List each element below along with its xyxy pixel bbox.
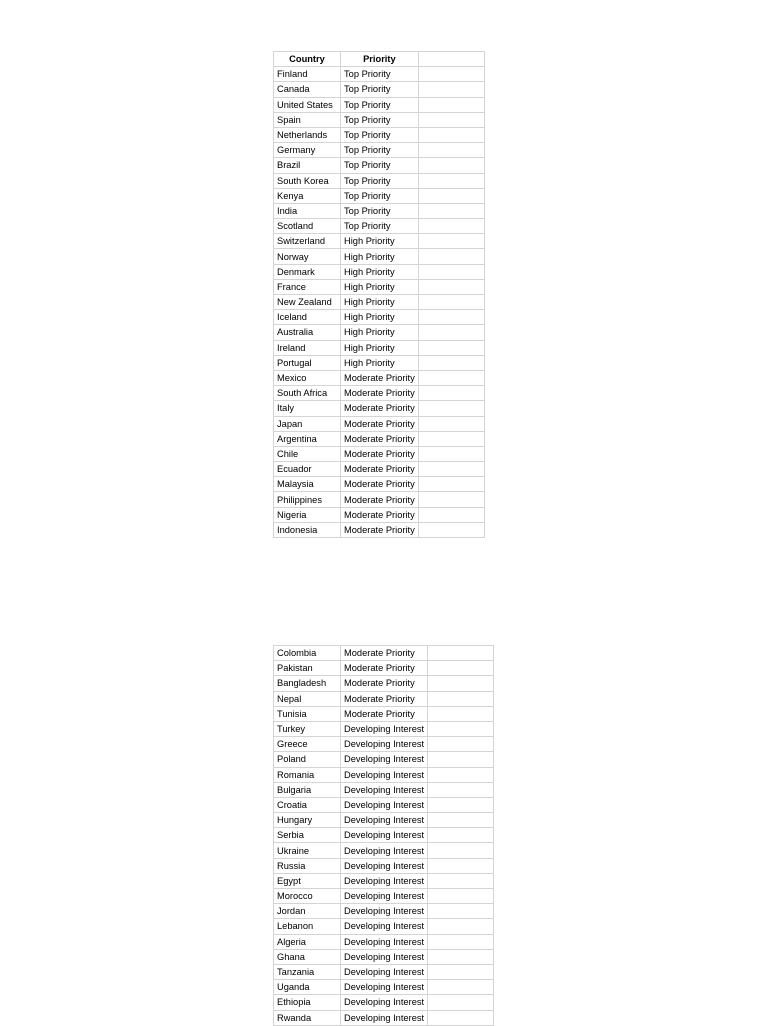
empty-cell: [428, 752, 494, 767]
country-cell: Bangladesh: [274, 676, 341, 691]
country-cell: Ukraine: [274, 843, 341, 858]
country-cell: Germany: [274, 143, 341, 158]
empty-column-header: [418, 52, 484, 67]
empty-cell: [428, 737, 494, 752]
table-row: [274, 1010, 494, 1025]
country-cell: Jordan: [274, 904, 341, 919]
empty-cell: [418, 446, 484, 461]
table-row: [274, 964, 494, 979]
country-cell: Scotland: [274, 219, 341, 234]
empty-cell: [428, 646, 494, 661]
priority-cell: High Priority: [341, 234, 419, 249]
empty-cell: [428, 980, 494, 995]
country-cell: Morocco: [274, 889, 341, 904]
country-cell: Uganda: [274, 980, 341, 995]
empty-cell: [418, 462, 484, 477]
table-row: [274, 234, 485, 249]
priority-cell: High Priority: [341, 295, 419, 310]
priority-table-page-2: [273, 645, 494, 1026]
priority-cell: Top Priority: [341, 173, 419, 188]
priority-cell: Developing Interest: [341, 843, 428, 858]
empty-cell: [418, 340, 484, 355]
empty-cell: [428, 676, 494, 691]
table-row: [274, 919, 494, 934]
country-cell: Portugal: [274, 355, 341, 370]
priority-cell: Moderate Priority: [341, 477, 419, 492]
priority-cell: High Priority: [341, 264, 419, 279]
table-row: [274, 828, 494, 843]
priority-cell: Developing Interest: [341, 782, 428, 797]
empty-cell: [418, 82, 484, 97]
country-cell: Finland: [274, 67, 341, 82]
country-cell: Rwanda: [274, 1010, 341, 1025]
country-cell: Iceland: [274, 310, 341, 325]
table-row: [274, 112, 485, 127]
priority-cell: Developing Interest: [341, 949, 428, 964]
priority-cell: Top Priority: [341, 219, 419, 234]
empty-cell: [428, 949, 494, 964]
table-row: [274, 843, 494, 858]
empty-cell: [418, 416, 484, 431]
table-row: [274, 782, 494, 797]
empty-cell: [418, 507, 484, 522]
empty-cell: [428, 995, 494, 1010]
priority-cell: Moderate Priority: [341, 522, 419, 537]
priority-cell: High Priority: [341, 355, 419, 370]
table-row: [274, 67, 485, 82]
priority-cell: Developing Interest: [341, 721, 428, 736]
priority-cell: High Priority: [341, 279, 419, 294]
country-cell: Nepal: [274, 691, 341, 706]
country-cell: Mexico: [274, 370, 341, 385]
table-row: [274, 492, 485, 507]
country-cell: Kenya: [274, 188, 341, 203]
priority-cell: Top Priority: [341, 67, 419, 82]
country-cell: Australia: [274, 325, 341, 340]
country-cell: Egypt: [274, 873, 341, 888]
empty-cell: [418, 67, 484, 82]
table-row: [274, 82, 485, 97]
priority-cell: Developing Interest: [341, 873, 428, 888]
empty-cell: [418, 401, 484, 416]
empty-cell: [428, 889, 494, 904]
country-cell: Greece: [274, 737, 341, 752]
priority-cell: Moderate Priority: [341, 462, 419, 477]
empty-cell: [428, 782, 494, 797]
empty-cell: [418, 249, 484, 264]
header-row: [274, 52, 485, 67]
table-row: [274, 934, 494, 949]
table-row: [274, 858, 494, 873]
country-cell: Lebanon: [274, 919, 341, 934]
priority-cell: High Priority: [341, 249, 419, 264]
empty-cell: [418, 127, 484, 142]
country-cell: Norway: [274, 249, 341, 264]
table-row: [274, 355, 485, 370]
country-cell: Philippines: [274, 492, 341, 507]
table-row: [274, 676, 494, 691]
empty-cell: [418, 279, 484, 294]
table-row: [274, 203, 485, 218]
table-row: [274, 507, 485, 522]
priority-cell: Moderate Priority: [341, 386, 419, 401]
empty-cell: [418, 234, 484, 249]
table-row: [274, 446, 485, 461]
priority-cell: Top Priority: [341, 97, 419, 112]
country-column-header: Country: [274, 52, 341, 67]
empty-cell: [428, 828, 494, 843]
priority-cell: Developing Interest: [341, 964, 428, 979]
priority-cell: Top Priority: [341, 112, 419, 127]
country-cell: Tunisia: [274, 706, 341, 721]
country-cell: France: [274, 279, 341, 294]
priority-cell: Moderate Priority: [341, 416, 419, 431]
priority-cell: Moderate Priority: [341, 492, 419, 507]
country-cell: Denmark: [274, 264, 341, 279]
priority-cell: Moderate Priority: [341, 691, 428, 706]
priority-cell: Developing Interest: [341, 919, 428, 934]
empty-cell: [418, 188, 484, 203]
empty-cell: [428, 691, 494, 706]
table-row: [274, 127, 485, 142]
table-row: [274, 706, 494, 721]
priority-cell: Top Priority: [341, 158, 419, 173]
empty-cell: [428, 843, 494, 858]
empty-cell: [428, 797, 494, 812]
priority-cell: Developing Interest: [341, 980, 428, 995]
priority-cell: Developing Interest: [341, 813, 428, 828]
empty-cell: [428, 934, 494, 949]
empty-cell: [428, 661, 494, 676]
table-row: [274, 522, 485, 537]
empty-cell: [428, 858, 494, 873]
priority-table-page-1: [273, 51, 485, 538]
priority-cell: Top Priority: [341, 203, 419, 218]
country-cell: India: [274, 203, 341, 218]
table-row: [274, 889, 494, 904]
priority-cell: Moderate Priority: [341, 507, 419, 522]
table-row: [274, 661, 494, 676]
priority-cell: Developing Interest: [341, 858, 428, 873]
priority-cell: Top Priority: [341, 127, 419, 142]
empty-cell: [418, 173, 484, 188]
country-cell: Argentina: [274, 431, 341, 446]
priority-cell: Developing Interest: [341, 752, 428, 767]
priority-cell: Developing Interest: [341, 995, 428, 1010]
country-cell: South Korea: [274, 173, 341, 188]
country-cell: Ecuador: [274, 462, 341, 477]
table-row: [274, 873, 494, 888]
country-cell: Malaysia: [274, 477, 341, 492]
empty-cell: [418, 158, 484, 173]
empty-cell: [418, 112, 484, 127]
table-row: [274, 158, 485, 173]
empty-cell: [418, 522, 484, 537]
table-row: [274, 279, 485, 294]
country-cell: Canada: [274, 82, 341, 97]
priority-cell: High Priority: [341, 310, 419, 325]
table-row: [274, 477, 485, 492]
table-row: [274, 995, 494, 1010]
country-cell: Romania: [274, 767, 341, 782]
country-cell: Russia: [274, 858, 341, 873]
empty-cell: [418, 325, 484, 340]
country-cell: Switzerland: [274, 234, 341, 249]
country-cell: Netherlands: [274, 127, 341, 142]
country-cell: Brazil: [274, 158, 341, 173]
priority-cell: High Priority: [341, 325, 419, 340]
country-cell: Italy: [274, 401, 341, 416]
table-row: [274, 646, 494, 661]
country-cell: Nigeria: [274, 507, 341, 522]
empty-cell: [418, 355, 484, 370]
country-cell: Ethiopia: [274, 995, 341, 1010]
table-row: [274, 416, 485, 431]
empty-cell: [428, 919, 494, 934]
empty-cell: [418, 492, 484, 507]
priority-cell: Top Priority: [341, 82, 419, 97]
table-row: [274, 325, 485, 340]
table-row: [274, 767, 494, 782]
country-cell: Spain: [274, 112, 341, 127]
priority-cell: Moderate Priority: [341, 676, 428, 691]
country-cell: New Zealand: [274, 295, 341, 310]
priority-cell: Developing Interest: [341, 1010, 428, 1025]
empty-cell: [428, 1010, 494, 1025]
country-cell: Tanzania: [274, 964, 341, 979]
country-cell: Japan: [274, 416, 341, 431]
country-cell: Serbia: [274, 828, 341, 843]
empty-cell: [418, 386, 484, 401]
priority-cell: Moderate Priority: [341, 661, 428, 676]
priority-cell: Developing Interest: [341, 904, 428, 919]
table-row: [274, 949, 494, 964]
country-cell: Bulgaria: [274, 782, 341, 797]
table-row: [274, 691, 494, 706]
table-row: [274, 295, 485, 310]
priority-cell: Moderate Priority: [341, 401, 419, 416]
table-row: [274, 264, 485, 279]
priority-cell: Moderate Priority: [341, 646, 428, 661]
empty-cell: [428, 873, 494, 888]
empty-cell: [428, 964, 494, 979]
empty-cell: [418, 310, 484, 325]
table-row: [274, 386, 485, 401]
country-cell: United States: [274, 97, 341, 112]
priority-cell: Developing Interest: [341, 828, 428, 843]
empty-cell: [418, 264, 484, 279]
priority-cell: Developing Interest: [341, 797, 428, 812]
table-row: [274, 721, 494, 736]
table-row: [274, 797, 494, 812]
empty-cell: [418, 219, 484, 234]
priority-cell: Top Priority: [341, 143, 419, 158]
priority-cell: Developing Interest: [341, 737, 428, 752]
table-row: [274, 188, 485, 203]
country-cell: Chile: [274, 446, 341, 461]
empty-cell: [418, 97, 484, 112]
country-cell: Algeria: [274, 934, 341, 949]
table-row: [274, 401, 485, 416]
table-row: [274, 737, 494, 752]
country-cell: Colombia: [274, 646, 341, 661]
priority-cell: Moderate Priority: [341, 706, 428, 721]
country-cell: Turkey: [274, 721, 341, 736]
table-row: [274, 249, 485, 264]
empty-cell: [418, 295, 484, 310]
empty-cell: [428, 813, 494, 828]
empty-cell: [418, 477, 484, 492]
table-row: [274, 431, 485, 446]
priority-cell: Developing Interest: [341, 889, 428, 904]
priority-cell: High Priority: [341, 340, 419, 355]
table-row: [274, 752, 494, 767]
country-cell: South Africa: [274, 386, 341, 401]
empty-cell: [428, 767, 494, 782]
country-cell: Poland: [274, 752, 341, 767]
table-row: [274, 97, 485, 112]
country-cell: Pakistan: [274, 661, 341, 676]
priority-cell: Moderate Priority: [341, 431, 419, 446]
country-cell: Hungary: [274, 813, 341, 828]
table-row: [274, 219, 485, 234]
country-cell: Croatia: [274, 797, 341, 812]
table-row: [274, 340, 485, 355]
country-cell: Ireland: [274, 340, 341, 355]
table-row: [274, 904, 494, 919]
empty-cell: [418, 370, 484, 385]
empty-cell: [418, 431, 484, 446]
empty-cell: [428, 904, 494, 919]
priority-cell: Moderate Priority: [341, 446, 419, 461]
country-cell: Ghana: [274, 949, 341, 964]
table-row: [274, 813, 494, 828]
empty-cell: [428, 706, 494, 721]
priority-cell: Top Priority: [341, 188, 419, 203]
table-row: [274, 370, 485, 385]
priority-cell: Moderate Priority: [341, 370, 419, 385]
table-row: [274, 310, 485, 325]
priority-cell: Developing Interest: [341, 934, 428, 949]
country-cell: Indonesia: [274, 522, 341, 537]
table-row: [274, 143, 485, 158]
table-row: [274, 462, 485, 477]
empty-cell: [428, 721, 494, 736]
table-row: [274, 980, 494, 995]
table-row: [274, 173, 485, 188]
priority-column-header: Priority: [341, 52, 419, 67]
priority-cell: Developing Interest: [341, 767, 428, 782]
empty-cell: [418, 203, 484, 218]
empty-cell: [418, 143, 484, 158]
